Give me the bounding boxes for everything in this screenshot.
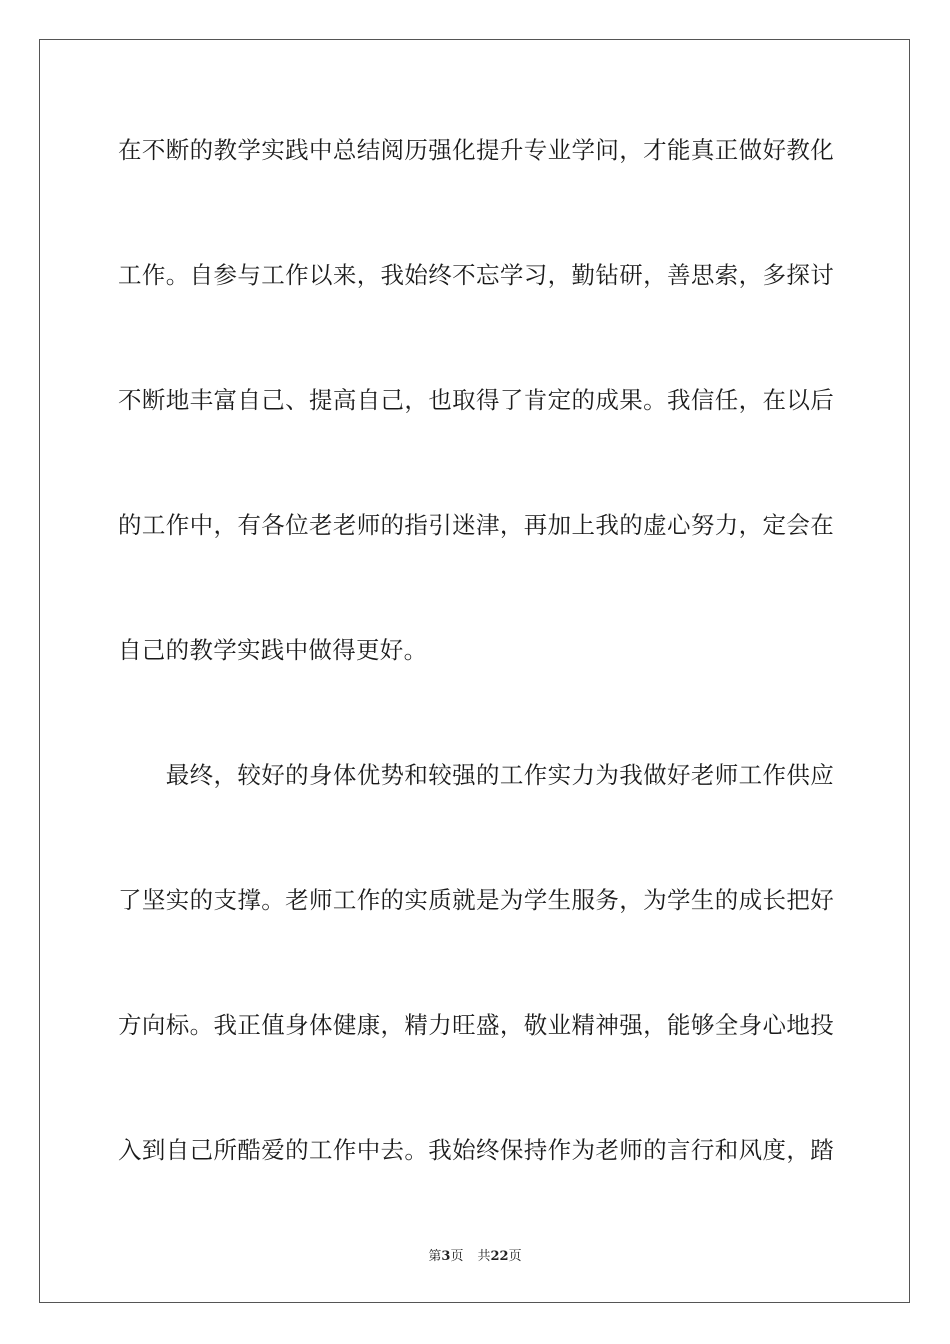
- text-line-5: 自己的教学实践中做得更好。: [118, 636, 428, 664]
- page-suffix: 页: [450, 1249, 464, 1264]
- text-line-1: 在不断的教学实践中总结阅历强化提升专业学问，才能真正做好教化: [118, 136, 834, 164]
- text-line-9: 入到自己所酷爱的工作中去。我始终保持作为老师的言行和风度，踏: [118, 1136, 834, 1164]
- total-suffix: 页: [508, 1249, 522, 1264]
- page-border: [39, 39, 910, 1303]
- page-number: 3: [441, 1249, 451, 1264]
- text-line-6: 最终，较好的身体优势和较强的工作实力为我做好老师工作供应: [118, 761, 834, 789]
- text-line-2: 工作。自参与工作以来，我始终不忘学习，勤钻研，善思索，多探讨: [118, 261, 834, 289]
- page-prefix: 第: [428, 1249, 442, 1264]
- text-line-7: 了坚实的支撑。老师工作的实质就是为学生服务，为学生的成长把好: [118, 886, 834, 914]
- total-pages: 22: [490, 1249, 509, 1264]
- total-prefix: 共: [477, 1249, 491, 1264]
- text-line-8: 方向标。我正值身体健康，精力旺盛，敬业精神强，能够全身心地投: [118, 1011, 834, 1039]
- text-line-4: 的工作中，有各位老老师的指引迷津，再加上我的虚心努力，定会在: [118, 511, 834, 539]
- text-line-3: 不断地丰富自己、提高自己，也取得了肯定的成果。我信任，在以后: [118, 386, 834, 414]
- page-footer: [0, 1245, 950, 1264]
